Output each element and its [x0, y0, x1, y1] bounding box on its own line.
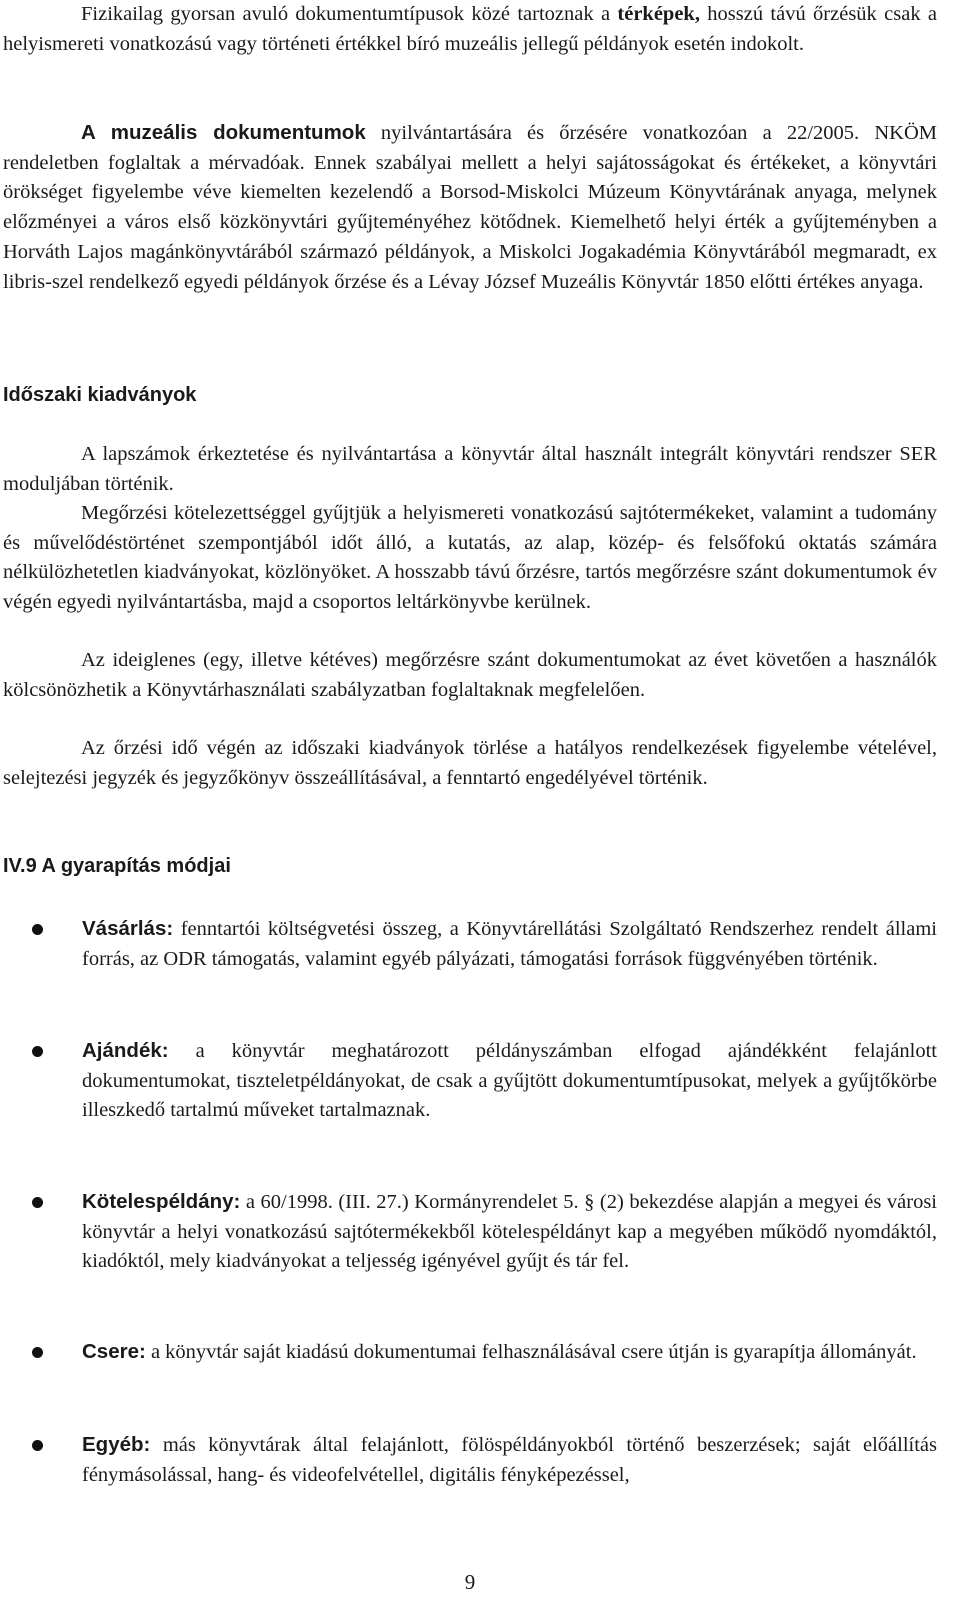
- bullet-icon: [32, 1347, 43, 1358]
- paragraph-deletion: [3, 734, 937, 793]
- text: Az őrzési idő végén az időszaki kiadványok törlése a hatályos rendelkezések figyelembe vételével, selejtezési jegyzék és jegyzőkönyv összeállításával, a fenntartó engedélyével történik.: [3, 737, 937, 789]
- bullet-text: a könyvtár meghatározott példányszámban elfogad ajándékként felajánlott dokumentumokat, tiszteletpéldányokat, de csak a gyűjtött dokumentumtípusokat, melyek a gyűjtőkörbe illeszkedő tartalmú műveket tartalmaznak.: [82, 1040, 937, 1122]
- bullet-icon: [32, 1197, 43, 1208]
- section-heading-acquisition: IV.9 A gyarapítás módjai: [3, 855, 231, 877]
- bullet-label: Csere:: [82, 1340, 146, 1363]
- text: A lapszámok érkeztetése és nyilvántartása a könyvtár által használt integrált könyvtári rendszer SER moduljában történik.: [3, 443, 937, 495]
- bullet-item-exchange: [3, 1337, 937, 1368]
- paragraph-preservation: [3, 499, 937, 618]
- bullet-item-other: [3, 1430, 937, 1490]
- bullet-icon: [32, 924, 43, 935]
- bullet-item-gift: [3, 1036, 937, 1126]
- bullet-label: Ajándék:: [82, 1039, 169, 1062]
- bullet-label: Egyéb:: [82, 1433, 151, 1456]
- paragraph-temporary: [3, 646, 937, 705]
- section-heading-periodicals: Időszaki kiadványok: [3, 384, 197, 406]
- bullet-item-purchase: [3, 914, 937, 974]
- bullet-label: Vásárlás:: [82, 917, 174, 940]
- bold-term: A muzeális dokumentumok: [81, 121, 366, 144]
- bullet-label: Kötelespéldány:: [82, 1190, 241, 1213]
- text: Az ideiglenes (egy, illetve kétéves) megőrzésre szánt dokumentumokat az évet követően a használók kölcsönözhetik a Könyvtárhasználati szabályzatban foglaltaknak megfelelően.: [3, 649, 937, 701]
- text: Megőrzési kötelezettséggel gyűjtjük a helyismereti vonatkozású sajtótermékeket, valamint a tudomány és művelődéstörténet szempontjából időt álló, a kutatás, az alap, közép- és felsőfokú oktatás számára nélkülözhetetlen kiadványokat, közlönyöket. A hosszabb távú őrzésre, tartós megőrzésre szánt dokumentumok év végén egyedi nyilvántartásba, majd a csoportos leltárkönyvbe kerülnek.: [3, 502, 937, 614]
- text: Fizikailag gyorsan avuló dokumentumtípusok közé tartoznak a: [81, 3, 618, 25]
- bullet-text: a 60/1998. (III. 27.) Kormányrendelet 5. § (2) bekezdése alapján a megyei és városi könyvtár a helyi vonatkozású sajtótermékekből kötelespéldányt kap a megyében működő nyomdáktól, kiadóktól, mely kiadványokat a teljesség igényével gyűjt és tár fel.: [82, 1191, 937, 1273]
- paragraph-museum-documents: [3, 118, 937, 297]
- bullet-item-legal-deposit: [3, 1187, 937, 1277]
- bold-term: térképek,: [617, 3, 700, 25]
- page-number: 9: [464, 1570, 476, 1594]
- text: nyilvántartására és őrzésére vonatkozóan a 22/2005. NKÖM rendeletben foglaltak a mérvadóak. Ennek szabályai mellett a helyi sajátosságokat és értékeket, a könyvtári örökséget figyelembe véve kiemelten kezelendő a Borsod-Miskolci Múzeum Könyvtárának anyaga, melynek előzményei a város első közkönyvtári gyűjteményéhez kötődnek. Kiemelhető helyi érték a gyűjteményben a Horváth Lajos magánkönyvtárából származó példányok, a Miskolci Jogakadémia Könyvtárából megmaradt, ex libris-szel rendelkező egyedi példányok őrzése és a Lévay József Muzeális Könyvtár 1850 előtti értékes anyaga.: [3, 122, 937, 293]
- bullet-icon: [32, 1440, 43, 1451]
- bullet-text: fenntartói költségvetési összeg, a Könyvtárellátási Szolgáltató Rendszerhez rendelt állami forrás, az ODR támogatás, valamint egyéb pályázati, támogatási források függvényében történik.: [82, 918, 937, 970]
- bullet-icon: [32, 1046, 43, 1057]
- paragraph-periodicals-registration: [3, 440, 937, 499]
- bullet-text: más könyvtárak által felajánlott, fölöspéldányokból történő beszerzések; saját előállítás fénymásolással, hang- és videofelvétellel, digitális fényképezéssel,: [82, 1434, 937, 1486]
- text: hosszú távú őrzésük csak a helyismereti vonatkozású vagy történeti értékkel bíró muzeális jellegű példányok esetén indokolt.: [3, 3, 937, 55]
- bullet-text: a könyvtár saját kiadású dokumentumai felhasználásával csere útján is gyarapítja állományát.: [145, 1341, 917, 1363]
- paragraph-maps: [3, 0, 937, 59]
